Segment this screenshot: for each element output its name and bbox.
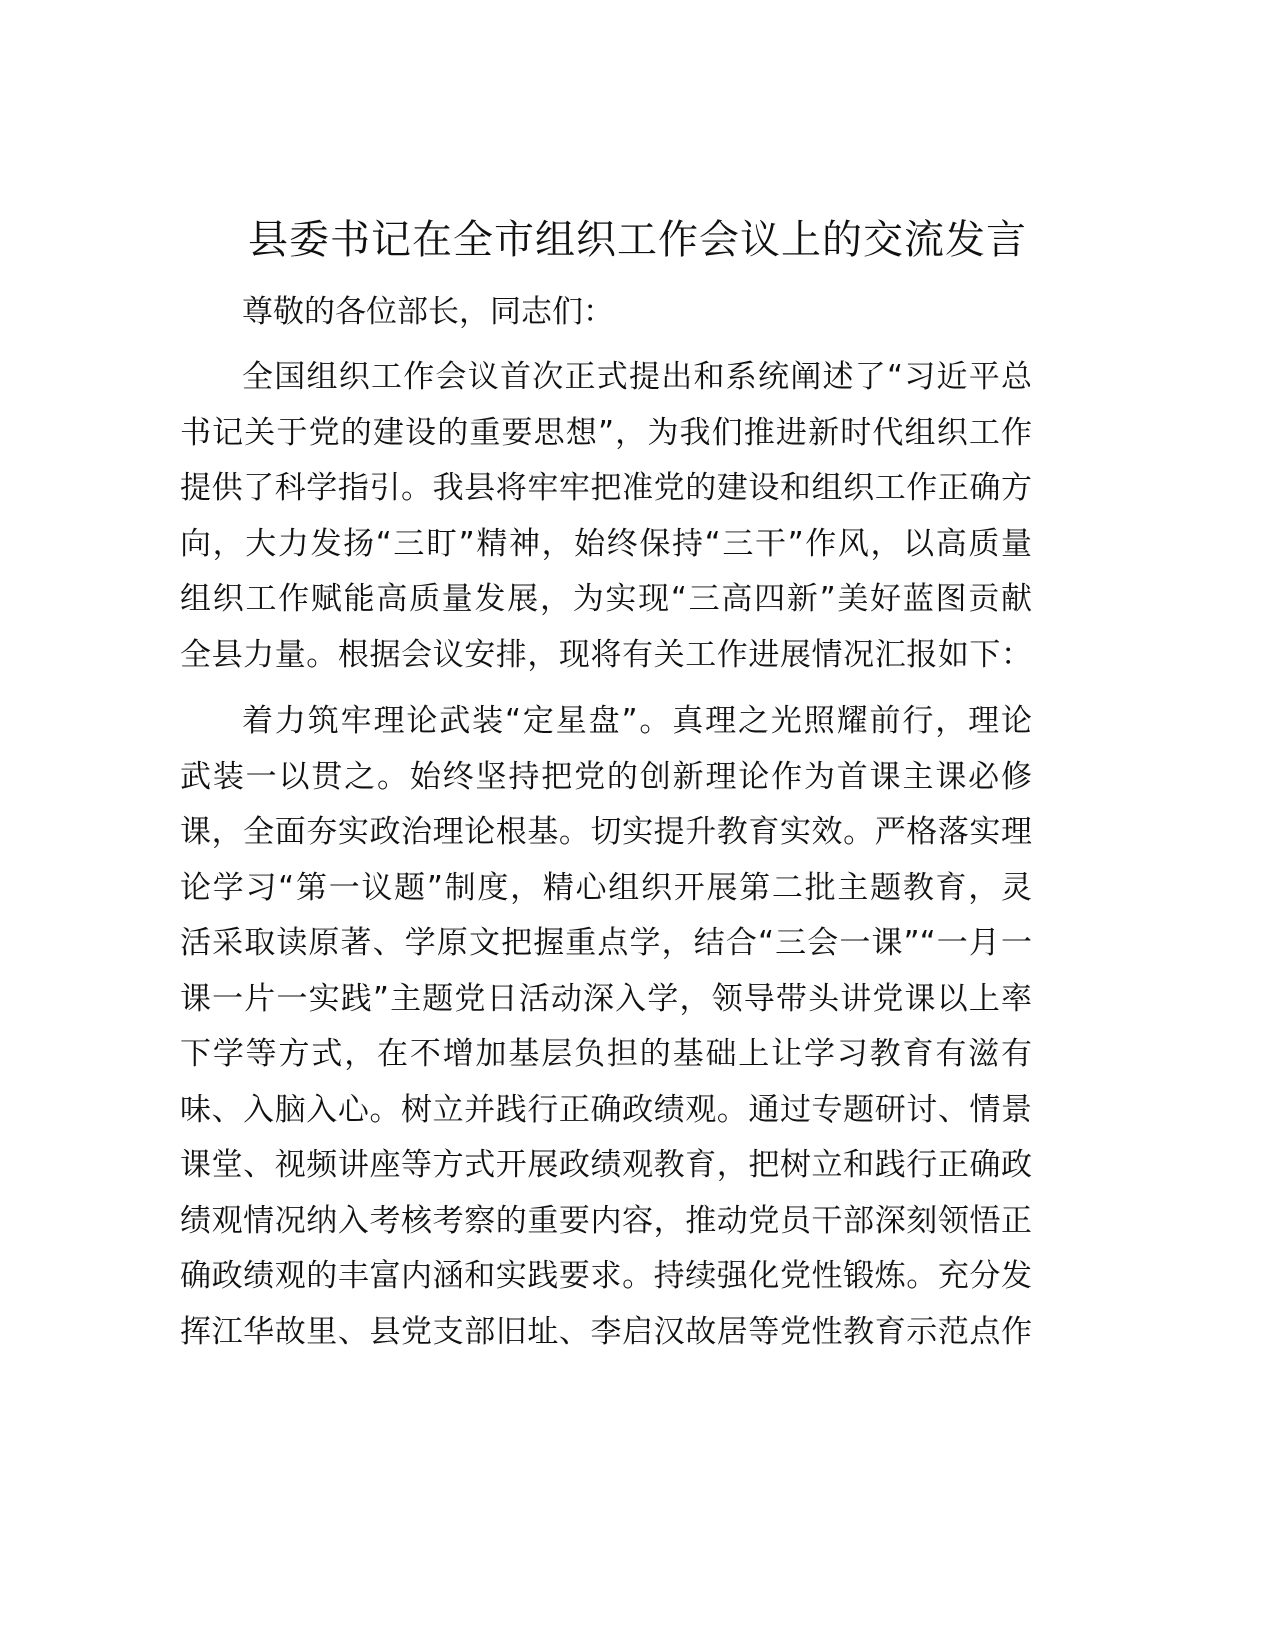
text-line: 活采取读原著、学原文把握重点学，结合“三会一课”“一月一 [180, 925, 1032, 961]
text-line: 绩观情况纳入考核考察的重要内容，推动党员干部深刻领悟正 [180, 1202, 1032, 1239]
text-line: 课，全面夯实政治理论根基。切实提升教育实效。严格落实理 [180, 814, 1032, 850]
paragraph-theory [180, 694, 1032, 1360]
paragraph-intro [180, 350, 1032, 683]
text-line: 全国组织工作会议首次正式提出和系统阐述了“习近平总 [242, 359, 1032, 395]
greeting: 尊敬的各位部长，同志们： [242, 294, 614, 330]
text-line: 着力筑牢理论武装“定星盘”。真理之光照耀前行，理论 [242, 703, 1032, 739]
text-line: 全县力量。根据会议安排，现将有关工作进展情况汇报如下： [180, 636, 1032, 673]
text-line: 论学习“第一议题”制度，精心组织开展第二批主题教育，灵 [180, 869, 1032, 906]
text-line: 书记关于党的建设的重要思想”，为我们推进新时代组织工作 [180, 414, 1032, 451]
text-line: 向，大力发扬“三盯”精神，始终保持“三干”作风，以高质量 [180, 525, 1032, 562]
text-line: 确政绩观的丰富内涵和实践要求。持续强化党性锻炼。充分发 [180, 1258, 1032, 1294]
text-line: 味、入脑入心。树立并践行正确政绩观。通过专题研讨、情景 [180, 1091, 1032, 1128]
document-title: 县委书记在全市组织工作会议上的交流发言 [248, 217, 1027, 263]
text-line: 武装一以贯之。始终坚持把党的创新理论作为首课主课必修 [180, 758, 1032, 795]
text-line: 组织工作赋能高质量发展，为实现“三高四新”美好蓝图贡献 [180, 581, 1032, 617]
text-line: 挥江华故里、县党支部旧址、李启汉故居等党性教育示范点作 [180, 1313, 1032, 1350]
text-line: 提供了科学指引。我县将牢牢把准党的建设和组织工作正确方 [180, 470, 1032, 506]
text-line: 下学等方式，在不增加基层负担的基础上让学习教育有滋有 [180, 1036, 1032, 1072]
text-line: 课堂、视频讲座等方式开展政绩观教育，把树立和践行正确政 [180, 1147, 1032, 1183]
text-line: 课一片一实践”主题党日活动深入学，领导带头讲党课以上率 [180, 980, 1032, 1017]
